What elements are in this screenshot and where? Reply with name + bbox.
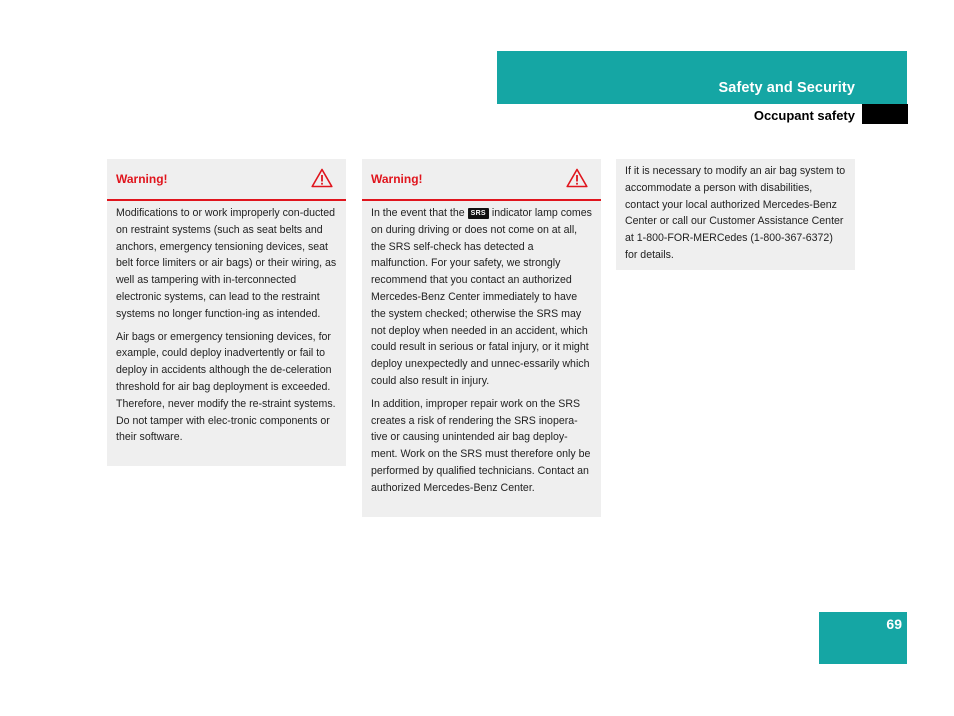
section-marker-tab (862, 104, 908, 124)
warning-label: Warning! (116, 172, 168, 186)
warning-paragraph: Modifications to or work improperly con-ducted on restraint systems (such as seat belts and anchors, emergency tensioning devices, seat belt force limiters or air bags) or their wiring, as well as tampering with in-terconnected electronic systems, can lead to the restraint systems no longer function-ing as intended. (116, 207, 337, 320)
warning-label: Warning! (371, 172, 423, 186)
page-number: 69 (886, 616, 902, 632)
header-band (497, 51, 907, 104)
srs-indicator-icon: SRS (468, 208, 489, 219)
warning-triangle-icon (566, 168, 588, 188)
warning-paragraph: In addition, improper repair work on the SRS creates a risk of rendering the SRS inopera-tive or causing unintended air bag deploy-ment. Work on the SRS must therefore only be performed by qualified technicians. Contact an authorized Mercedes-Benz Center. (371, 397, 591, 494)
info-box-disabilities (616, 159, 855, 270)
warning-paragraph (362, 205, 601, 390)
subsection-title: Occupant safety (753, 108, 855, 123)
warning-header (362, 159, 601, 201)
section-title: Safety and Security (718, 80, 855, 96)
warning-box-srs-indicator (362, 159, 601, 517)
warning-header (107, 159, 346, 201)
info-paragraph: If it is necessary to modify an air bag system to accommodate a person with disabilities, contact your local authorized Mercedes-Benz Center or call our Customer Assistance Center at 1-800-FOR-MERCedes (1-800-367-6372) for details. (625, 165, 846, 261)
warning-triangle-icon (311, 168, 333, 188)
paragraph-text: indicator lamp comes on during driving or does not come on at all, the SRS self-check has detected a malfunction. For your safety, we strongly recommend that you contact an authorized Mercedes-Benz Center immediately to have the system checked; otherwise the SRS may not deploy when needed in an accident, which could result in serious or fatal injury, or it might deploy unexpectedly and unnec-essarily which could also result in injury. (371, 207, 592, 387)
warning-paragraph: Air bags or emergency tensioning devices, for example, could deploy inadvertently or fail to deploy in accidents although the de-celeration threshold for air bag deployment is exceeded. Therefore, never modify the re-straint systems. Do not tamper with elec-tronic components or their software. (116, 330, 336, 444)
paragraph-text: In the event that the (371, 207, 468, 219)
warning-box-restraint-modifications (107, 159, 346, 466)
